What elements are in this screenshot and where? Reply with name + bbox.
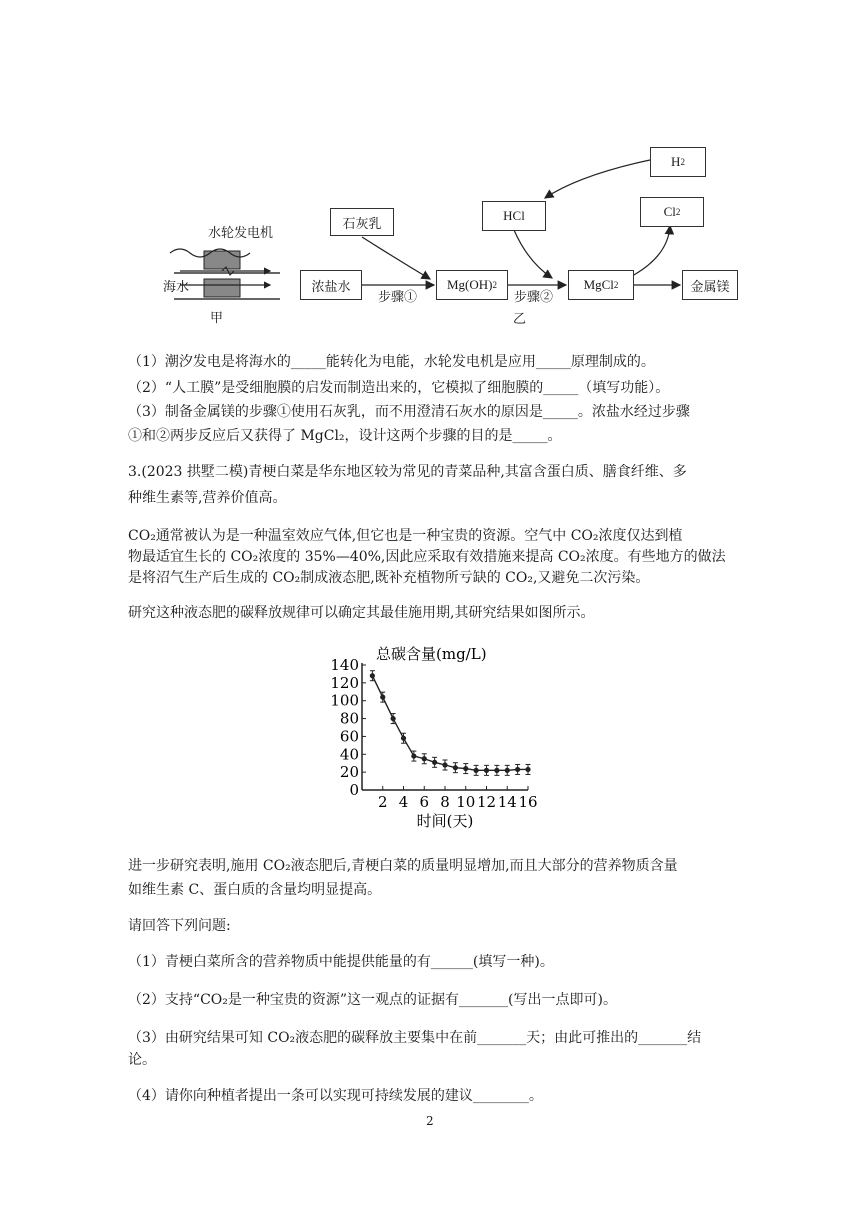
box-lime-milk: 石灰乳 (330, 208, 394, 236)
data-point (422, 756, 427, 761)
research-para: 研究这种液态肥的碳释放规律可以确定其最佳施用期,其研究结果如图所示。 (128, 605, 595, 621)
data-point (494, 768, 499, 773)
co2-para-line2: 物最适宜生长的 CO₂浓度的 35%—40%,因此应采取有效措施来提高 CO₂浓度。有些地方的做法 (128, 549, 726, 565)
q2-3b: 论。 (128, 1052, 156, 1068)
page-number: 2 (426, 1114, 434, 1128)
y-tick-label: 140 (330, 656, 359, 674)
further-para-line2: 如维生素 C、蛋白质的含量均明显提高。 (128, 882, 382, 898)
problem3-line1: 3.(2023 拱墅二模)青梗白菜是华东地区较为常见的青菜品种,其富含蛋白质、膳食纤维、多 (128, 464, 687, 480)
data-point (484, 768, 489, 773)
series-line (372, 676, 528, 771)
box-h2: H 2 (650, 147, 706, 177)
q1-3: （3）制备金属镁的步骤①使用石灰乳，而不用澄清石灰水的原因是_____。浓盐水经过步骤 (128, 404, 690, 420)
x-tick-label: 2 (377, 793, 388, 811)
q2-3: （3）由研究结果可知 CO₂液态肥的碳释放主要集中在前_______天；由此可推出的_______结 (128, 1030, 702, 1046)
box-hcl: HCl (482, 201, 546, 231)
x-tick-label: 12 (476, 793, 497, 811)
q2-1: （1）青梗白菜所含的营养物质中能提供能量的有______(填写一种)。 (128, 954, 554, 970)
y-tick-label: 100 (330, 691, 359, 710)
box-mgcl2: MgCl 2 (568, 270, 634, 300)
box-cl2: Cl 2 (640, 197, 704, 227)
data-point (391, 716, 396, 721)
box-mgoh2: Mg(OH) 2 (436, 270, 508, 300)
step2-label: 步骤② (514, 290, 554, 305)
generator-label: 水轮发电机 (208, 226, 274, 241)
x-tick-label: 10 (456, 793, 476, 811)
data-point (442, 762, 447, 767)
chart-title: 总碳含量(mg/L) (376, 645, 487, 663)
y-tick-label: 0 (349, 781, 359, 799)
further-para-line1: 进一步研究表明,施用 CO₂液态肥后,青梗白菜的质量明显增加,而且大部分的营养物质含量 (128, 858, 678, 874)
y-tick-label: 40 (339, 745, 359, 764)
step1-label: 步骤① (378, 290, 418, 305)
data-point (411, 753, 416, 758)
data-point (505, 768, 510, 773)
seawater-label: 海水 (163, 280, 190, 295)
data-point (380, 695, 385, 700)
q2-2: （2）支持“CO₂是一种宝贵的资源”这一观点的证据有_______(写出一点即可)。 (128, 992, 617, 1008)
q1-3b: ①和②两步反应后又获得了 MgCl₂，设计这两个步骤的目的是_____。 (128, 428, 562, 444)
co2-para-line3: 是将沼气生产后生成的 CO₂制成液态肥,既补充植物所亏缺的 CO₂,又避免二次污染。 (128, 570, 650, 586)
data-point (474, 768, 479, 773)
diagram-jia-caption: 甲 (210, 311, 224, 326)
x-tick-label: 14 (497, 793, 517, 811)
box-metal-mg: 金属镁 (682, 270, 738, 300)
x-tick-label: 4 (398, 793, 409, 811)
data-point (401, 736, 406, 741)
answer-prompt: 请回答下列问题: (128, 918, 231, 934)
data-point (525, 767, 530, 772)
diagram-yi-caption: 乙 (513, 312, 527, 327)
co2-para-line1: CO₂通常被认为是一种温室效应气体,但它也是一种宝贵的资源。空气中 CO₂浓度仅达到植 (128, 528, 683, 544)
y-tick-label: 60 (339, 727, 359, 746)
data-point (370, 673, 375, 678)
data-point (515, 767, 520, 772)
q2-4: （4）请你向种植者提出一条可以实现可持续发展的建议________。 (128, 1088, 543, 1104)
data-point (453, 765, 458, 770)
data-point (432, 760, 437, 765)
x-tick-label: 6 (419, 793, 430, 811)
x-axis-label: 时间(天) (416, 812, 474, 830)
y-tick-label: 80 (339, 709, 359, 728)
y-tick-label: 20 (339, 763, 359, 782)
problem3-line2: 种维生素等,营养价值高。 (128, 490, 287, 506)
carbon-release-chart (330, 640, 550, 835)
q1-1: （1）潮汐发电是将海水的_____能转化为电能，水轮发电机是应用_____原理制成的。 (128, 354, 655, 370)
q1-2: （2）“人工膜”是受细胞膜的启发而制造出来的，它模拟了细胞膜的_____（填写功能）。 (128, 380, 670, 396)
box-brine: 浓盐水 (300, 270, 362, 300)
data-point (463, 766, 468, 771)
y-tick-label: 120 (330, 673, 359, 692)
x-tick-label: 8 (440, 793, 450, 811)
x-tick-label: 16 (518, 793, 538, 811)
